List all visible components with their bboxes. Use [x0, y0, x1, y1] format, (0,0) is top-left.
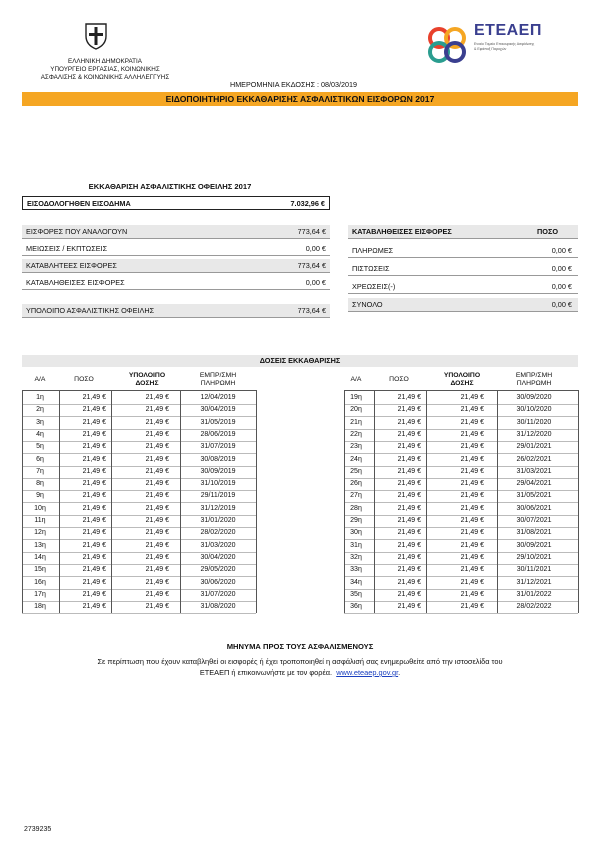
installment-due-date: 29/10/2021 — [516, 553, 552, 561]
installment-balance: 21,49 € — [145, 467, 169, 475]
ministry-line-1: ΕΛΛΗΝΙΚΗ ΔΗΜΟΚΡΑΤΙΑ — [68, 58, 142, 65]
installment-balance: 21,49 € — [145, 553, 169, 561]
paid-row-value: 0,00 € — [551, 300, 572, 309]
installment-balance: 21,49 € — [145, 443, 169, 451]
logo-wordmark: ΕΤΕΑΕΠ — [474, 22, 542, 39]
installment-number: 13η — [34, 541, 46, 549]
installment-balance: 21,49 € — [460, 504, 484, 512]
installment-due-date: 30/09/2020 — [516, 394, 552, 401]
installment-due-date: 31/03/2020 — [200, 541, 236, 549]
installment-number: 36η — [350, 603, 362, 611]
settlement-row-label: ΕΙΣΦΟΡΕΣ ΠΟΥ ΑΝΑΛΟΓΟΥΝ — [26, 227, 128, 236]
installment-due-date: 28/02/2022 — [516, 603, 552, 611]
eteaep-website-link[interactable]: www.eteaep.gov.gr — [336, 668, 399, 677]
installment-number: 18η — [34, 603, 46, 611]
column-divider — [426, 390, 427, 613]
table-top-border — [22, 390, 256, 391]
paid-row-label: ΠΛΗΡΩΜΕΣ — [352, 246, 394, 255]
document-id: 2739235 — [24, 826, 52, 833]
col-header-due: ΕΜΠΡ/ΣΜΗ — [199, 372, 237, 379]
settlement-row — [22, 242, 330, 256]
settlement-row-label: ΜΕΙΩΣΕΙΣ / ΕΚΠΤΩΣΕΙΣ — [26, 244, 108, 253]
installment-balance: 21,49 € — [145, 590, 169, 598]
installment-number: 14η — [34, 553, 46, 561]
installment-amount: 21,49 € — [82, 455, 106, 463]
installment-balance: 21,49 € — [145, 492, 169, 500]
settlement-row-label: ΚΑΤΑΒΛΗΘΕΙΣΕΣ ΕΙΣΦΟΡΕΣ — [26, 278, 125, 287]
installment-number: 34η — [350, 578, 362, 586]
message-line-2-text: ΕΤΕΑΕΠ ή επικοινωνήστε με τον φορέα. — [199, 668, 333, 677]
installment-amount: 21,49 € — [82, 418, 106, 426]
col-header-aa: Α/Α — [34, 376, 46, 383]
column-divider — [111, 390, 112, 613]
installment-due-date: 29/01/2021 — [516, 443, 552, 451]
installment-number: 30η — [350, 529, 362, 537]
installment-balance: 21,49 € — [145, 578, 169, 586]
installment-balance: 21,49 € — [460, 394, 484, 401]
settlement-row-value: 0,00 € — [305, 244, 326, 253]
installment-number: 24η — [350, 455, 362, 463]
installment-amount: 21,49 € — [82, 443, 106, 451]
installment-number: 16η — [34, 578, 46, 586]
col-header-due-2: ΠΛΗΡΩΜΗ — [200, 380, 236, 387]
installment-amount: 21,49 € — [397, 590, 421, 598]
settlement-title: ΕΚΚΑΘΑΡΙΣΗ ΑΣΦΑΛΙΣΤΙΚΗΣ ΟΦΕΙΛΗΣ 2017 — [88, 182, 252, 191]
installment-amount: 21,49 € — [82, 406, 106, 414]
installment-number: 8η — [36, 480, 44, 488]
balance-label: ΥΠΟΛΟΙΠΟ ΑΣΦΑΛΙΣΤΙΚΗΣ ΟΦΕΙΛΗΣ — [26, 306, 155, 315]
income-value: 7.032,96 € — [290, 199, 325, 208]
installment-due-date: 30/11/2021 — [516, 566, 552, 574]
installment-balance: 21,49 € — [460, 517, 484, 524]
paid-header-label: ΚΑΤΑΒΛΗΘΕΙΣΕΣ ΕΙΣΦΟΡΕΣ — [352, 227, 452, 236]
installment-amount: 21,49 € — [82, 603, 106, 611]
column-divider — [22, 390, 23, 613]
installment-number: 5η — [36, 443, 44, 451]
table-top-border — [344, 390, 578, 391]
installment-amount: 21,49 € — [82, 467, 106, 475]
paid-row-label: ΧΡΕΩΣΕΙΣ(-) — [352, 282, 396, 291]
installment-amount: 21,49 € — [82, 492, 106, 500]
installment-number: 15η — [34, 566, 46, 574]
paid-row — [348, 262, 578, 276]
col-header-balance-2: ΔΟΣΗΣ — [135, 380, 159, 387]
installment-number: 4η — [36, 430, 44, 438]
installment-amount: 21,49 € — [397, 553, 421, 561]
installment-due-date: 30/11/2020 — [516, 418, 552, 426]
balance-row — [22, 304, 330, 318]
installment-balance: 21,49 € — [145, 418, 169, 426]
installment-due-date: 26/02/2021 — [516, 455, 552, 463]
installment-due-date: 29/11/2019 — [200, 492, 236, 500]
installment-amount: 21,49 € — [82, 566, 106, 574]
installment-number: 32η — [350, 553, 362, 561]
installment-balance: 21,49 € — [460, 443, 484, 451]
installment-amount: 21,49 € — [82, 504, 106, 512]
installment-amount: 21,49 € — [397, 504, 421, 512]
column-divider — [59, 390, 60, 613]
col-header-aa: Α/Α — [350, 376, 362, 383]
col-header-due: ΕΜΠΡ/ΣΜΗ — [515, 372, 553, 379]
paid-header-amount: ΠΟΣΟ — [537, 227, 558, 236]
installment-balance: 21,49 € — [145, 517, 169, 524]
installment-amount: 21,49 € — [397, 480, 421, 488]
eteaep-logo-icon — [425, 24, 469, 66]
installment-due-date: 29/04/2021 — [516, 480, 552, 488]
installment-number: 26η — [350, 480, 362, 488]
installment-due-date: 31/01/2022 — [516, 590, 552, 598]
paid-total-row — [348, 298, 578, 312]
message-body — [22, 656, 578, 678]
installment-number: 33η — [350, 566, 362, 574]
installment-balance: 21,49 € — [145, 480, 169, 488]
column-divider — [578, 390, 579, 613]
installment-amount: 21,49 € — [82, 529, 106, 537]
installment-number: 23η — [350, 443, 362, 451]
paid-row-label: ΠΙΣΤΩΣΕΙΣ — [352, 264, 390, 273]
column-divider — [497, 390, 498, 613]
income-label: ΕΙΣΟΔΟΛΟΓΗΘΕΝ ΕΙΣΟΔΗΜΑ — [27, 199, 131, 208]
col-header-amount: ΠΟΣΟ — [74, 376, 94, 383]
installment-due-date: 31/01/2020 — [200, 517, 236, 524]
installment-amount: 21,49 € — [397, 541, 421, 549]
document-title: ΕΙΔΟΠΟΙΗΤΗΡΙΟ ΕΚΚΑΘΑΡΙΣΗΣ ΑΣΦΑΛΙΣΤΙΚΩΝ ΕΙΣΦΟΡΩΝ 2017 — [22, 92, 578, 106]
installment-due-date: 30/09/2019 — [200, 467, 236, 475]
installment-number: 29η — [350, 517, 362, 524]
paid-row-value: 0,00 € — [551, 264, 572, 273]
installment-due-date: 31/05/2019 — [200, 418, 236, 426]
column-divider — [344, 390, 345, 613]
settlement-row — [22, 259, 330, 273]
installment-amount: 21,49 € — [397, 492, 421, 500]
settlement-row-value: 773,64 € — [297, 227, 326, 236]
message-title: ΜΗΝΥΜΑ ΠΡΟΣ ΤΟΥΣ ΑΣΦΑΛΙΣΜΕΝΟΥΣ — [226, 642, 374, 651]
installment-amount: 21,49 € — [397, 603, 421, 611]
installment-number: 12η — [34, 529, 46, 537]
income-row — [22, 196, 330, 210]
settlement-row — [22, 225, 330, 239]
installment-amount: 21,49 € — [82, 394, 106, 401]
installment-balance: 21,49 € — [460, 553, 484, 561]
installments-title: ΔΟΣΕΙΣ ΕΚΚΑΘΑΡΙΣΗΣ — [22, 355, 578, 367]
installment-due-date: 30/04/2020 — [200, 553, 236, 561]
installment-due-date: 31/10/2019 — [200, 480, 236, 488]
installment-due-date: 30/06/2021 — [516, 504, 552, 512]
installment-balance: 21,49 € — [460, 406, 484, 414]
column-divider — [180, 390, 181, 613]
installment-amount: 21,49 € — [397, 467, 421, 475]
installment-due-date: 31/07/2019 — [200, 443, 236, 451]
logo-subtitle-2: & Εφάπαξ Παροχών — [474, 47, 507, 51]
installment-number: 22η — [350, 430, 362, 438]
installment-due-date: 30/08/2019 — [200, 455, 236, 463]
installment-number: 2η — [36, 406, 44, 414]
installment-number: 10η — [34, 504, 46, 512]
paid-row — [348, 244, 578, 258]
settlement-row — [22, 276, 330, 290]
settlement-row-value: 773,64 € — [297, 261, 326, 270]
installment-amount: 21,49 € — [397, 455, 421, 463]
installment-due-date: 31/05/2021 — [516, 492, 552, 500]
installment-number: 17η — [34, 590, 46, 598]
row-divider — [22, 613, 256, 614]
installment-number: 11η — [34, 517, 46, 524]
installment-balance: 21,49 € — [460, 529, 484, 537]
installment-balance: 21,49 € — [460, 480, 484, 488]
message-line-1: Σε περίπτωση που έχουν καταβληθεί οι εισφορές ή έχει τροποποιηθεί η ασφάλισή σας ενημερωθείτε από την ιστοσελίδα του — [97, 657, 503, 666]
installment-amount: 21,49 € — [82, 480, 106, 488]
installment-balance: 21,49 € — [145, 406, 169, 414]
installment-number: 20η — [350, 406, 362, 414]
settlement-row-value: 0,00 € — [305, 278, 326, 287]
paid-row-value: 0,00 € — [551, 246, 572, 255]
installment-due-date: 28/02/2020 — [200, 529, 236, 537]
installment-amount: 21,49 € — [397, 566, 421, 574]
installment-amount: 21,49 € — [82, 590, 106, 598]
installment-number: 9η — [36, 492, 44, 500]
installment-balance: 21,49 € — [460, 492, 484, 500]
col-header-amount: ΠΟΣΟ — [389, 376, 409, 383]
installment-balance: 21,49 € — [460, 541, 484, 549]
installment-number: 35η — [350, 590, 362, 598]
installment-due-date: 31/08/2021 — [516, 529, 552, 537]
installment-amount: 21,49 € — [397, 394, 421, 401]
paid-row — [348, 280, 578, 294]
installment-balance: 21,49 € — [460, 590, 484, 598]
installment-number: 19η — [350, 394, 362, 401]
installment-due-date: 31/03/2021 — [516, 467, 552, 475]
installment-number: 7η — [36, 467, 44, 475]
installment-amount: 21,49 € — [397, 443, 421, 451]
installment-balance: 21,49 € — [460, 467, 484, 475]
issue-date: ΗΜΕΡΟΜΗΝΙΑ ΕΚΔΟΣΗΣ : 08/03/2019 — [230, 80, 357, 89]
message-link-suffix: . — [398, 668, 401, 677]
installment-balance: 21,49 € — [145, 603, 169, 611]
installment-balance: 21,49 € — [145, 430, 169, 438]
installment-due-date: 29/05/2020 — [200, 566, 236, 574]
installment-number: 3η — [36, 418, 44, 426]
installment-due-date: 28/06/2019 — [200, 430, 236, 438]
col-header-balance: ΥΠΟΛΟΙΠΟ — [128, 372, 166, 379]
installment-number: 1η — [36, 394, 44, 401]
installment-balance: 21,49 € — [460, 418, 484, 426]
settlement-row-label: ΚΑΤΑΒΛΗΤΕΕΣ ΕΙΣΦΟΡΕΣ — [26, 261, 117, 270]
installment-amount: 21,49 € — [82, 517, 106, 524]
installment-balance: 21,49 € — [145, 566, 169, 574]
paid-header-row — [348, 225, 578, 239]
installment-number: 31η — [350, 541, 362, 549]
installment-due-date: 30/07/2021 — [516, 517, 552, 524]
installment-number: 21η — [350, 418, 362, 426]
installment-balance: 21,49 € — [460, 578, 484, 586]
installment-due-date: 31/12/2021 — [516, 578, 552, 586]
column-divider — [374, 390, 375, 613]
column-divider — [256, 390, 257, 613]
installment-balance: 21,49 € — [460, 455, 484, 463]
installment-due-date: 12/04/2019 — [200, 394, 236, 401]
installment-amount: 21,49 € — [82, 553, 106, 561]
installment-due-date: 31/08/2020 — [200, 603, 236, 611]
installment-balance: 21,49 € — [460, 566, 484, 574]
message-line-2 — [22, 667, 578, 678]
balance-value: 773,64 € — [297, 306, 326, 315]
installment-balance: 21,49 € — [145, 541, 169, 549]
row-divider — [344, 613, 578, 614]
installment-due-date: 30/06/2020 — [200, 578, 236, 586]
installment-balance: 21,49 € — [145, 455, 169, 463]
installment-due-date: 30/04/2019 — [200, 406, 236, 414]
installment-due-date: 30/10/2020 — [516, 406, 552, 414]
installment-due-date: 30/09/2021 — [516, 541, 552, 549]
paid-row-value: 0,00 € — [551, 282, 572, 291]
installment-balance: 21,49 € — [145, 529, 169, 537]
installment-number: 28η — [350, 504, 362, 512]
col-header-balance-2: ΔΟΣΗΣ — [450, 380, 474, 387]
ministry-line-3: ΑΣΦΑΛΙΣΗΣ & ΚΟΙΝΩΝΙΚΗΣ ΑΛΛΗΛΕΓΓΥΗΣ — [40, 74, 170, 81]
installment-amount: 21,49 € — [397, 529, 421, 537]
installment-number: 27η — [350, 492, 362, 500]
installment-number: 25η — [350, 467, 362, 475]
installment-due-date: 31/07/2020 — [200, 590, 236, 598]
installment-amount: 21,49 € — [397, 418, 421, 426]
paid-row-label: ΣΥΝΟΛΟ — [352, 300, 383, 309]
ministry-line-2: ΥΠΟΥΡΓΕΙΟ ΕΡΓΑΣΙΑΣ, ΚΟΙΝΩΝΙΚΗΣ — [50, 66, 160, 73]
installment-balance: 21,49 € — [460, 603, 484, 611]
installment-amount: 21,49 € — [397, 406, 421, 414]
installment-balance: 21,49 € — [145, 394, 169, 401]
installment-amount: 21,49 € — [82, 430, 106, 438]
installment-balance: 21,49 € — [460, 430, 484, 438]
installment-amount: 21,49 € — [82, 541, 106, 549]
greek-coat-of-arms-icon — [84, 22, 108, 50]
installment-due-date: 31/12/2020 — [516, 430, 552, 438]
installment-due-date: 31/12/2019 — [200, 504, 236, 512]
installment-amount: 21,49 € — [397, 517, 421, 524]
installment-number: 6η — [36, 455, 44, 463]
logo-subtitle-1: Ενιαίο Ταμείο Επικουρικής Ασφάλισης — [474, 42, 535, 46]
installment-amount: 21,49 € — [397, 430, 421, 438]
installment-amount: 21,49 € — [397, 578, 421, 586]
col-header-balance: ΥΠΟΛΟΙΠΟ — [443, 372, 481, 379]
col-header-due-2: ΠΛΗΡΩΜΗ — [516, 380, 552, 387]
installment-balance: 21,49 € — [145, 504, 169, 512]
installment-amount: 21,49 € — [82, 578, 106, 586]
